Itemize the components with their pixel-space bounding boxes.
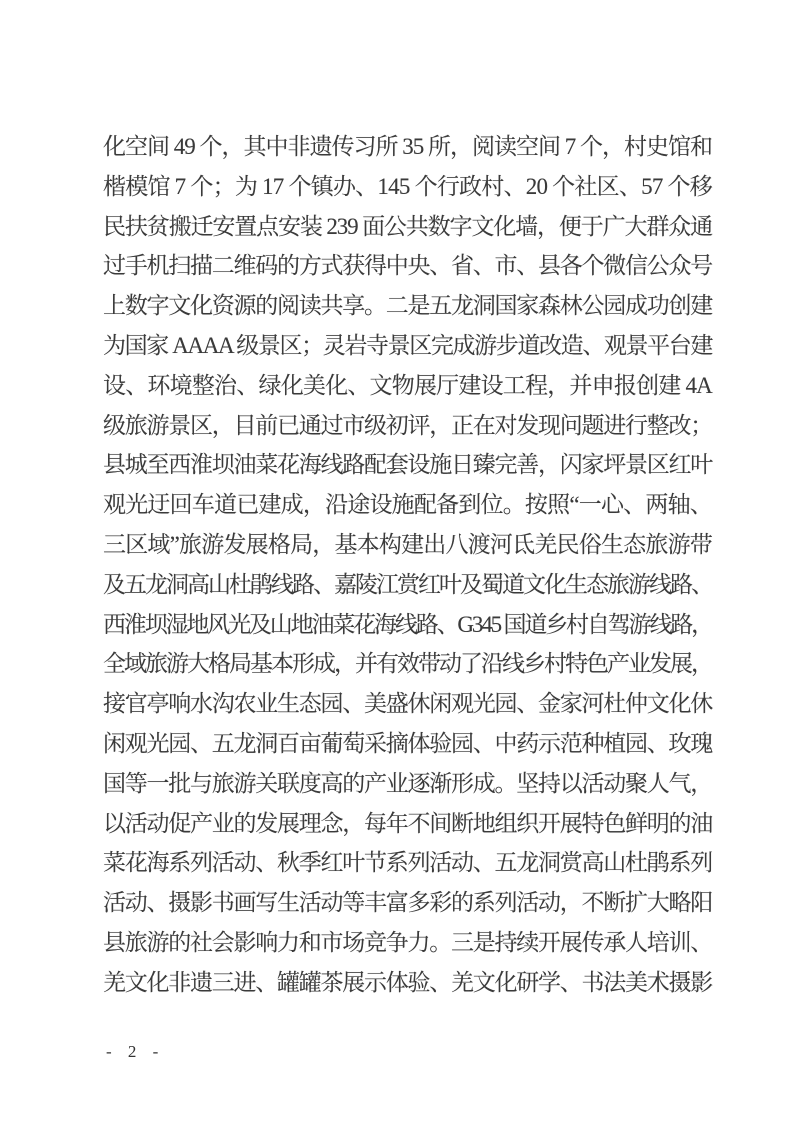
text-line: 观光迂回车道已建成，沿途设施配备到位。按照“一心、两轴、 [103,492,712,518]
text-line: 楷模馆 7 个；为 17 个镇办、145 个行政村、20 个社区、57 个移 [103,173,713,199]
text-line: 闲观光园、五龙洞百亩葡萄采摘体验园、中药示范种植园、玫瑰 [103,730,712,756]
text-line: 西淮坝湿地风光及山地油菜花海线路、G345 国道乡村自驾游线路， [103,611,712,637]
text-line: 民扶贫搬迁安置点安装 239 面公共数字文化墙，便于广大群众通 [103,213,713,239]
text-line: 国等一批与旅游关联度高的产业逐渐形成。坚持以活动聚人气， [103,770,712,796]
text-line: 县城至西淮坝油菜花海线路配套设施日臻完善，闪家坪景区红叶 [103,452,712,478]
text-line: 羌文化非遗三进、罐罐茶展示体验、羌文化研学、书法美术摄影 [103,969,712,995]
text-line: 菜花海系列活动、秋季红叶节系列活动、五龙洞赏高山杜鹃系列 [103,850,712,876]
text-line: 上数字文化资源的阅读共享。二是五龙洞国家森林公园成功创建 [103,293,712,319]
text-line: 及五龙洞高山杜鹃线路、嘉陵江赏红叶及蜀道文化生态旅游线路、 [103,571,712,597]
text-line: 为国家 AAAA 级景区；灵岩寺景区完成游步道改造、观景平台建 [103,332,712,358]
text-line: 全域旅游大格局基本形成，并有效带动了沿线乡村特色产业发展， [103,651,712,677]
text-line: 以活动促产业的发展理念，每年不间断地组织开展特色鲜明的油 [103,810,712,836]
page-number: - 2 - [106,1042,165,1061]
text-line: 过手机扫描二维码的方式获得中央、省、市、县各个微信公众号 [103,253,712,279]
text-line: 设、环境整治、绿化美化、文物展厅建设工程，并申报创建 4A [103,372,712,398]
text-line: 县旅游的社会影响力和市场竞争力。三是持续开展传承人培训、 [103,929,712,955]
text-line: 级旅游景区，目前已通过市级初评，正在对发现问题进行整改； [103,412,712,438]
text-line: 化空间 49 个，其中非遗传习所 35 所，阅读空间 7 个，村史馆和 [103,134,712,159]
text-line: 接官亭响水沟农业生态园、美盛休闲观光园、金家河杜仲文化休 [103,691,712,717]
text-line: 三区域”旅游发展格局，基本构建出八渡河氐羌民俗生态旅游带 [103,531,712,557]
text-line: 活动、摄影书画写生活动等丰富多彩的系列活动，不断扩大略阳 [103,890,712,916]
document-body [103,127,712,1003]
